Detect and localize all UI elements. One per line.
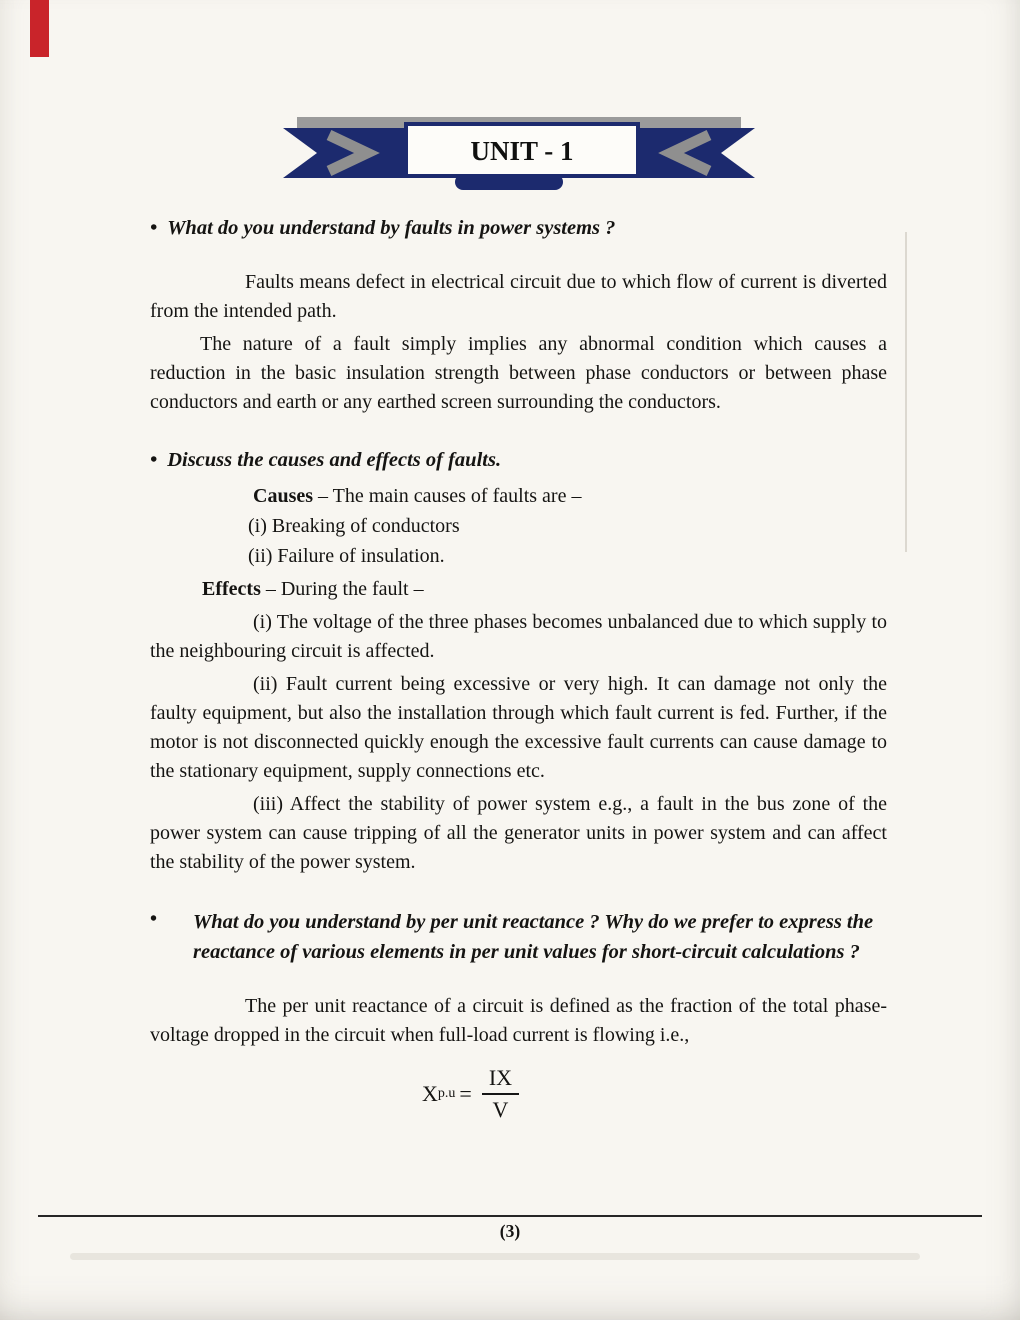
bullet-icon: • bbox=[150, 908, 158, 930]
formula-fraction bbox=[482, 1064, 519, 1123]
unit-ribbon-banner bbox=[283, 112, 755, 202]
question-3-title bbox=[150, 908, 910, 967]
scan-artifact-line bbox=[905, 232, 907, 552]
question-2-title bbox=[150, 446, 887, 475]
cause-item-2: (ii) Failure of insulation. bbox=[248, 545, 445, 567]
question-2-text: Discuss the causes and effects of faults. bbox=[167, 449, 502, 471]
formula-base: X bbox=[422, 1080, 438, 1106]
formula-denominator: V bbox=[492, 1096, 509, 1122]
causes-label: Causes bbox=[253, 485, 314, 507]
footer-rule bbox=[38, 1215, 982, 1217]
causes-intro: – The main causes of faults are – bbox=[313, 485, 582, 507]
question-1-title bbox=[150, 214, 887, 243]
q1-paragraph-2: The nature of a fault simply implies any abnormal condition which causes a reduction in the basic insulation strength between phase conductors or between phase conductors and earth or any earthed screen surrounding the conductors. bbox=[150, 333, 887, 413]
causes-heading bbox=[253, 481, 887, 511]
effect-item-2: (ii) Fault current being excessive or very high. It can damage not only the faulty equipment, but also the installation through which fault current is fed. Further, if the motor is not disconnected quickly enough the excessive fault currents can cause damage to the stationary equipment, supply connections etc. bbox=[150, 673, 887, 782]
bullet-icon: • bbox=[150, 449, 158, 471]
formula-equals: = bbox=[459, 1080, 472, 1106]
effects-heading bbox=[202, 574, 887, 604]
red-edge-mark bbox=[30, 0, 49, 57]
question-3-text: What do you understand by per unit reactance ? Why do we prefer to express the reactance of various elements in per unit values for short-circuit calculations ? bbox=[193, 911, 874, 963]
bullet-icon: • bbox=[150, 217, 158, 239]
q1-paragraph-1: Faults means defect in electrical circuit due to which flow of current is diverted from the intended path. bbox=[150, 271, 887, 322]
question-1-text: What do you understand by faults in power systems ? bbox=[167, 217, 616, 239]
effects-label: Effects bbox=[202, 578, 261, 600]
unit-banner-label: UNIT - 1 bbox=[470, 136, 574, 166]
formula-subscript: p.u bbox=[437, 1085, 456, 1101]
effects-intro: – During the fault – bbox=[260, 578, 424, 600]
effect-item-1: (i) The voltage of the three phases becomes unbalanced due to which supply to the neighbouring circuit is affected. bbox=[150, 611, 887, 662]
effect-item-3: (iii) Affect the stability of power system e.g., a fault in the bus zone of the power system can cause tripping of all the generator units in power system and can affect the stability of the power system. bbox=[150, 793, 887, 873]
q3-paragraph: The per unit reactance of a circuit is defined as the fraction of the total phase-voltage dropped in the circuit when full-load current is flowing i.e., bbox=[150, 995, 887, 1046]
cause-item-1: (i) Breaking of conductors bbox=[248, 515, 460, 537]
ribbon-graphic bbox=[283, 112, 755, 202]
page-content bbox=[150, 214, 887, 1123]
scan-artifact-smudge bbox=[70, 1253, 920, 1260]
formula-numerator: IX bbox=[482, 1064, 519, 1095]
page-number: (3) bbox=[499, 1221, 521, 1241]
per-unit-reactance-formula bbox=[422, 1064, 887, 1123]
